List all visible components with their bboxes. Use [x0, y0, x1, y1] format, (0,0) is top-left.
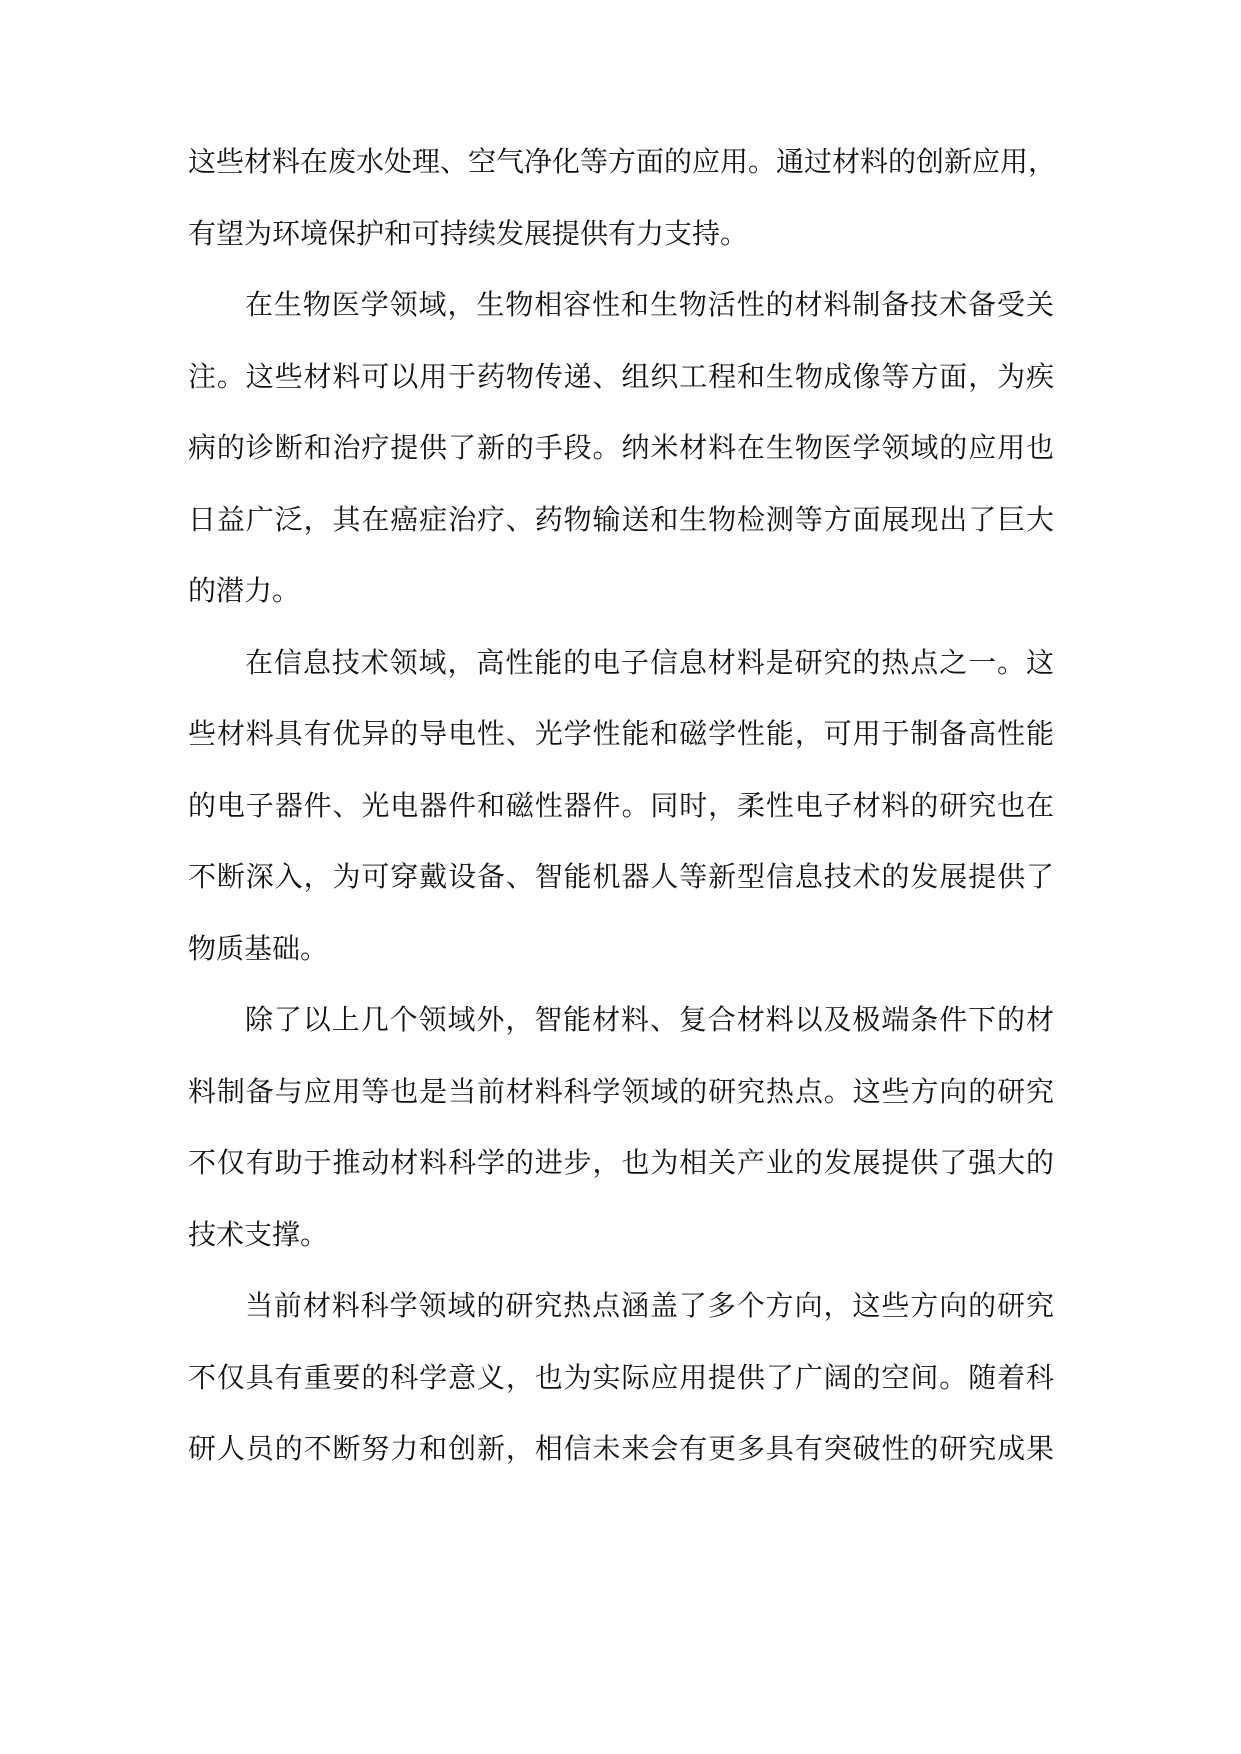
- text-line: 这些材料在废水处理、空气净化等方面的应用。通过材料的创新应用，: [188, 145, 1057, 178]
- text-line: 些材料具有优异的导电性、光学性能和磁学性能，可用于制备高性能: [188, 717, 1054, 750]
- text-line: 不仅具有重要的科学意义，也为实际应用提供了广阔的空间。随着科: [188, 1360, 1054, 1394]
- text-line: 料制备与应用等也是当前材料科学领域的研究热点。这些方向的研究: [188, 1074, 1054, 1108]
- text-line: 技术支撑。: [188, 1217, 329, 1251]
- text-line: 当前材料科学领域的研究热点涵盖了多个方向，这些方向的研究: [245, 1289, 1054, 1322]
- paragraph-information-technology: [188, 627, 1054, 985]
- text-line: 除了以上几个领域外，智能材料、复合材料以及极端条件下的材: [245, 1003, 1054, 1036]
- text-line: 不仅有助于推动材料科学的进步，也为相关产业的发展提供了强大的: [188, 1146, 1054, 1179]
- text-line: 日益广泛，其在癌症治疗、药物输送和生物检测等方面展现出了巨大: [188, 502, 1054, 536]
- paragraph-other-fields: [188, 984, 1054, 1270]
- text-line: 物质基础。: [188, 931, 329, 965]
- text-line: 有望为环境保护和可持续发展提供有力支持。: [188, 216, 749, 250]
- text-line: 的潜力。: [188, 574, 301, 607]
- paragraph-environment: [188, 126, 1057, 269]
- body-text: [188, 126, 1057, 1485]
- text-line: 研人员的不断努力和创新，相信未来会有更多具有突破性的研究成果: [188, 1432, 1054, 1465]
- text-line: 病的诊断和治疗提供了新的手段。纳米材料在生物医学领域的应用也: [188, 431, 1054, 464]
- paragraph-biomedical: [188, 269, 1054, 627]
- text-line: 的电子器件、光电器件和磁性器件。同时，柔性电子材料的研究也在: [188, 788, 1054, 822]
- text-line: 在信息技术领域，高性能的电子信息材料是研究的热点之一。这: [245, 645, 1054, 679]
- text-line: 注。这些材料可以用于药物传递、组织工程和生物成像等方面，为疾: [188, 359, 1054, 393]
- text-line: 在生物医学领域，生物相容性和生物活性的材料制备技术备受关: [245, 288, 1054, 321]
- paragraph-summary: [188, 1270, 1054, 1485]
- text-line: 不断深入，为可穿戴设备、智能机器人等新型信息技术的发展提供了: [188, 860, 1054, 893]
